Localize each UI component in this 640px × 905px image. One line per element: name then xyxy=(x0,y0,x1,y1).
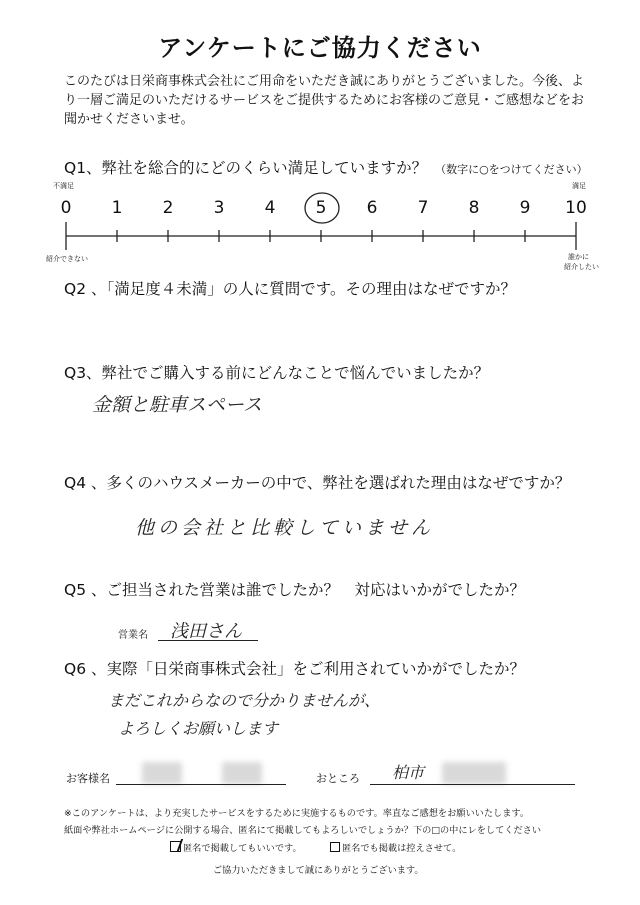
scale-low-top: 不満足 xyxy=(53,182,74,190)
page-title: アンケートにご協力ください xyxy=(158,34,482,62)
scale-number-2[interactable]: 2 xyxy=(162,198,174,218)
sales-name-label: 営業名 xyxy=(118,630,148,641)
checked-checkbox-icon[interactable] xyxy=(170,841,181,852)
scale-number-3[interactable]: 3 xyxy=(213,198,225,218)
q2-question: Q2 、「満足度４未満」の人に質問です。その理由はなぜですか？ xyxy=(64,280,517,298)
footer-line-1: ※このアンケートは、より充実したサービスをするために実施するものです。率直なご感想をお願いいたします。 xyxy=(64,808,530,819)
q3-question: Q3、弊社でご購入する前にどんなことで悩んでいましたか？ xyxy=(64,364,490,382)
q1-note: （数字に○をつけてください） xyxy=(435,163,588,176)
scale-number-8[interactable]: 8 xyxy=(468,198,480,218)
address-redacted xyxy=(442,762,506,784)
customer-name-underline xyxy=(116,784,286,785)
q3-answer: 金額と駐車スペース xyxy=(92,394,263,416)
scale-high-bottom-2: 紹介したい xyxy=(564,263,599,271)
option-decline-label: 匿名でも掲載は控えさせて。 xyxy=(342,843,462,854)
scale-number-9[interactable]: 9 xyxy=(519,198,531,218)
selected-circle xyxy=(305,193,339,223)
option-anonymous-ok-label: 匿名で掲載してもいいです。 xyxy=(183,843,302,854)
empty-checkbox-icon[interactable] xyxy=(330,842,340,852)
q4-answer: 他の会社と比較していません xyxy=(135,517,435,539)
address-label: おところ xyxy=(316,772,360,785)
option-decline[interactable] xyxy=(330,840,461,854)
footer-thanks: ご協力いただきまして誠にありがとうございます。 xyxy=(213,865,424,876)
scale-number-7[interactable]: 7 xyxy=(417,198,429,218)
intro-text: このたびは日栄商事株式会社にご用命をいただき誠にありがとうございました。今後、より一層ご満足のいただけるサービスをご提供するためにお客様のご意見・ご感想などをお聞かせくださいませ。 xyxy=(64,74,585,127)
q6-question: Q6 、実際「日栄商事株式会社」をご利用されていかがでしたか？ xyxy=(64,660,525,678)
scale-number-1[interactable]: 1 xyxy=(111,198,123,218)
address-underline xyxy=(370,784,575,785)
scale-low-bottom: 紹介できない xyxy=(46,255,88,263)
scale-number-5[interactable]: 5 xyxy=(315,198,327,218)
footer-line-2: 紙面や弊社ホームページに公開する場合、匿名にて掲載してもよろしいでしょうか？下の□の中にレをしてください xyxy=(64,825,542,836)
scale-number-10[interactable]: 10 xyxy=(565,198,587,218)
scale-high-top: 満足 xyxy=(572,182,586,190)
customer-name-label: お客様名 xyxy=(66,772,110,785)
q5-question: Q5 、ご担当された営業は誰でしたか？ 対応はいかがでしたか？ xyxy=(64,581,525,599)
q1-question-text: Q1、弊社を総合的にどのくらい満足していますか？ xyxy=(64,159,428,177)
option-anonymous-ok[interactable] xyxy=(170,840,302,854)
address-value: 柏市 xyxy=(392,763,425,782)
scale-number-4[interactable]: 4 xyxy=(264,198,276,218)
q4-question: Q4 、多くのハウスメーカーの中で、弊社を選ばれた理由はなぜですか？ xyxy=(64,474,571,492)
customer-name-redacted-2 xyxy=(222,762,262,784)
scale-number-0[interactable]: 0 xyxy=(60,198,72,218)
scale-number-6[interactable]: 6 xyxy=(366,198,378,218)
q6-answer-line-1: まだこれからなので分かりませんが、 xyxy=(108,691,381,710)
q6-answer-line-2: よろしくお願いします xyxy=(118,719,279,738)
scale-high-bottom-1: 誰かに xyxy=(568,253,589,261)
customer-name-redacted-1 xyxy=(142,762,182,784)
q5-answer: 浅田さん xyxy=(170,621,242,642)
